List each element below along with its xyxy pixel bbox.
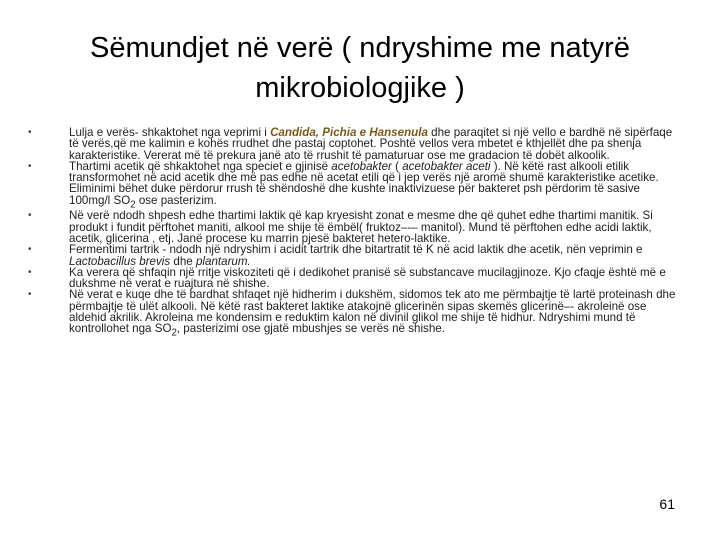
bullet-icon: • <box>28 160 32 172</box>
bullet-item-viscosity <box>28 267 680 290</box>
bullet-list <box>28 127 680 339</box>
bullet-text: dhe <box>170 254 196 268</box>
bullet-text: ). Në këtë rast alkooli etilik transformohet në acid acetik dhe më pas edhe në acetat etili që i jep verës një aromë shumë karakteristike acetike. Eliminimi bëhet duke përdorur rrush të shëndoshë dhe kushte inaktivizuese për bakteret psh përdorim të sasive 100mg/l SO <box>69 159 659 207</box>
bullet-icon: • <box>28 127 32 138</box>
bullet-text: Në verë ndodh shpesh edhe thartimi laktik që kap kryesisht zonat e mesme dhe që quhet edhe thartimi manitik. Si produkt i fundit përftohet maniti, alkool me shije të ëmbël( fruktoz–-– manitol). Mund të përftohen edhe acidi laktik, acetik, glicerina , etj. Janë procese ku marrin pjesë bakteret hetero-laktike. <box>69 209 653 245</box>
bullet-icon: • <box>28 289 32 301</box>
bullet-item-bitterness <box>28 289 680 339</box>
bullet-item-tartaric <box>28 244 680 267</box>
bullet-text: Në verat e kuqe dhe të bardhat shfaqet një hidherim i dukshëm, sidomos tek ato me përmbajtje të lartë proteinash dhe përmbajtje të ulët alkooli. Në këtë rast bakteret laktike atakojnë glicerinën sipas skemës glicerinë–- akroleinë ose aldehid akrilik. Akroleina me kondensim e reduktim kalon në divinil glikol me shije të hidhur. Ndryshimi mund të kontrollohet nga SO <box>69 288 676 336</box>
bullet-text: , pasterizimi ose gjatë mbushjes se verës në shishe. <box>176 322 445 336</box>
slide-title-line-1: Sëmundjet në verë ( ndryshime me natyrë <box>90 32 630 64</box>
italic-term: Lactobacillus brevis <box>69 254 171 268</box>
bullet-text: dhe paraqitet si një vello e bardhë në sipërfaqe të verës,që me kalimin e kohës rrudhet dhe pastaj coptohet. Poshtë vellos vera mbetet e kthjellët dhe pa shenja karakteristike. Vererat më të prekura janë ato të rrushit të pamaturuar ose me gradacion të dobët alkoolik. <box>69 126 673 162</box>
bullet-text: Thartimi acetik që shkaktohet nga speciet e gjinisë <box>69 159 332 173</box>
italic-term: plantarum. <box>195 254 251 268</box>
bullet-text: Lulja e verës- shkaktohet nga veprimi i <box>69 126 271 139</box>
bullet-item-lactic <box>28 210 680 244</box>
subscript: 2 <box>130 199 136 211</box>
bullet-text: Fermentimi tartrik - ndodh një ndryshim i acidit tartrik dhe bitartratit të K në acid laktik dhe acetik, nën veprimin e <box>69 243 643 257</box>
highlight-term: Candida, Pichia e Hansenula <box>270 126 428 139</box>
bullet-icon: • <box>28 244 32 256</box>
bullet-item-flor <box>28 127 680 161</box>
italic-term: acetobakter aceti <box>402 159 491 173</box>
bullet-text: Ka verera që shfaqin një rritje viskoziteti që i dedikohet pranisë së substancave mucilagjinoze. Kjo cfaqje është më e dukshme në verat e ruajtura në shishe. <box>69 265 666 291</box>
slide-title <box>40 28 680 108</box>
bullet-icon: • <box>28 210 32 222</box>
bullet-icon: • <box>28 266 32 278</box>
slide-title-line-2: mikrobiologjike ) <box>255 72 465 104</box>
bullet-text: ( <box>391 159 403 173</box>
bullet-text: ose pasterizim. <box>135 193 217 207</box>
italic-term: acetobakter <box>331 159 392 173</box>
page-number: 61 <box>659 496 675 512</box>
subscript: 2 <box>171 327 177 339</box>
bullet-item-acetic <box>28 161 680 211</box>
